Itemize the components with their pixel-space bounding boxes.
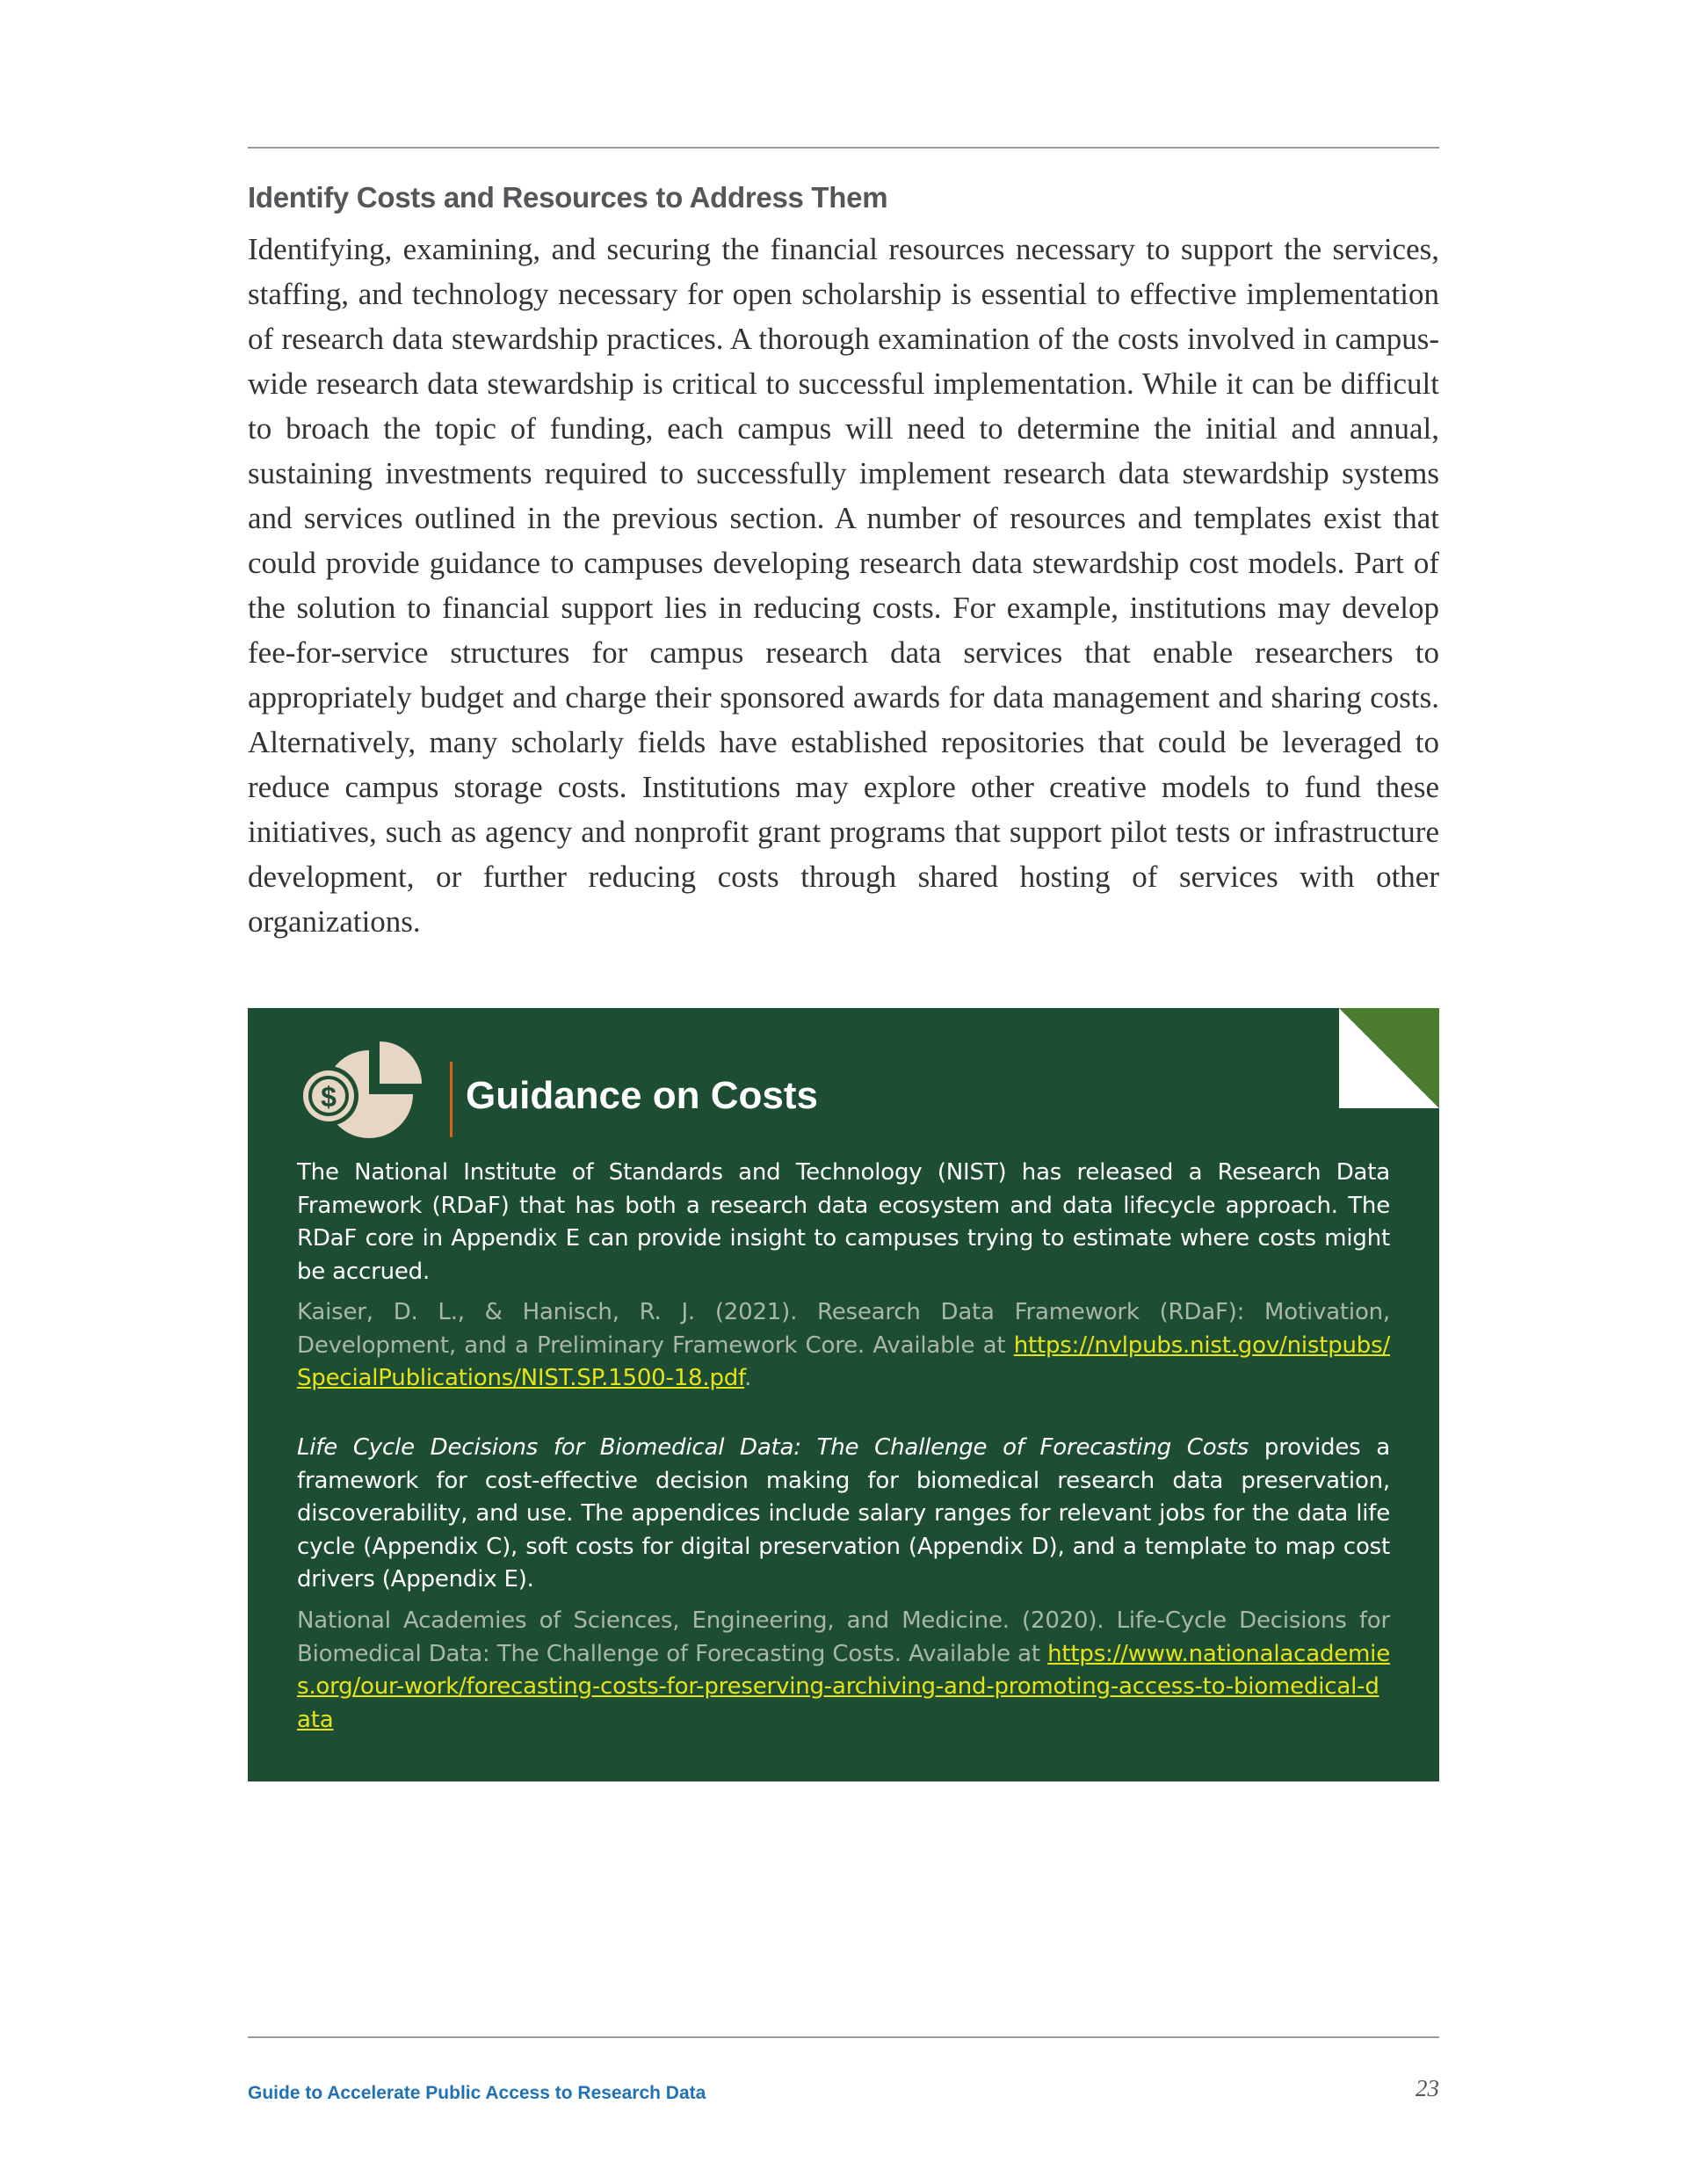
nist-description-text: The National Institute of Standards and Technology (NIST) has released a Research Data Framework (RDaF) that has both a research data ecosystem and data lifecycle approach. The RDaF core in Appendix E can provide insight to campuses trying to estimate where costs might be accrued.: [297, 1159, 1390, 1285]
biomedical-citation-link[interactable]: https://www.nationalacademies.org/our-work/forecasting-costs-for-preserving-archiving-and-promoting-access-to-biomedical-data: [297, 1640, 1390, 1733]
biomedical-citation: [297, 1605, 1390, 1737]
nist-citation: [297, 1296, 1390, 1396]
nist-citation-text: Kaiser, D. L., & Hanisch, R. J. (2021). Research Data Framework (RDaF): Motivation, Development, and a Preliminary Framework Core. Available at: [297, 1299, 1390, 1359]
nist-citation-end: .: [744, 1365, 752, 1391]
footer-title: Guide to Accelerate Public Access to Research Data: [248, 2083, 706, 2103]
nist-description: [297, 1157, 1390, 1288]
title-divider: [450, 1062, 453, 1137]
page-number: 23: [1415, 2075, 1439, 2101]
section-body: Identifying, examining, and securing the financial resources necessary to support the services, staffing, and technology necessary for open scholarship is essential to effective implementation of research data stewardship practices. A thorough examination of the costs involved in campus-wide research data stewardship is critical to successful implementation. While it can be difficult to broach the topic of funding, each campus will need to determine the initial and annual, sustaining investments required to successfully implement research data stewardship systems and services outlined in the previous section. A number of resources and templates exist that could provide guidance to campuses developing research data stewardship cost models. Part of the solution to financial support lies in reducing costs. For example, institutions may develop fee-for-service structures for campus research data services that enable researchers to appropriately budget and charge their sponsored awards for data management and sharing costs. Alternatively, many scholarly fields have established repositories that could be leveraged to reduce campus storage costs. Institutions may explore other creative models to fund these initiatives, such as agency and nonprofit grant programs that support pilot tests or infrastructure development, or further reducing costs through shared hosting of services with other organizations.: [248, 232, 1439, 939]
cost-pie-chart-icon: [297, 1040, 439, 1143]
bottom-rule: [248, 2036, 1439, 2038]
section-heading: Identify Costs and Resources to Address Them: [248, 181, 888, 214]
svg-text:$: $: [321, 1081, 337, 1113]
biomedical-citation-text: National Academies of Sciences, Engineering, and Medicine. (2020). Life-Cycle Decisions for Biomedical Data: The Challenge of Forecasting Costs. Available at: [297, 1607, 1390, 1667]
biomedical-description-text: provides a framework for cost-effective decision making for biomedical research data preservation, discoverability, and use. The appendices include salary ranges for relevant jobs for the data life cycle (Appendix C), soft costs for digital preservation (Appendix D), and a template to map cost drivers (Appendix E).: [297, 1434, 1390, 1593]
top-rule: [248, 147, 1439, 149]
biomedical-description: [297, 1432, 1390, 1597]
biomedical-report-title: Life Cycle Decisions for Biomedical Data: The Challenge of Forecasting Costs: [297, 1434, 1249, 1461]
nist-citation-link[interactable]: https://nvlpubs.nist.gov/nistpubs/SpecialPublications/NIST.SP.1500-18.pdf: [297, 1331, 1390, 1391]
callout-title: Guidance on Costs: [466, 1074, 818, 1117]
